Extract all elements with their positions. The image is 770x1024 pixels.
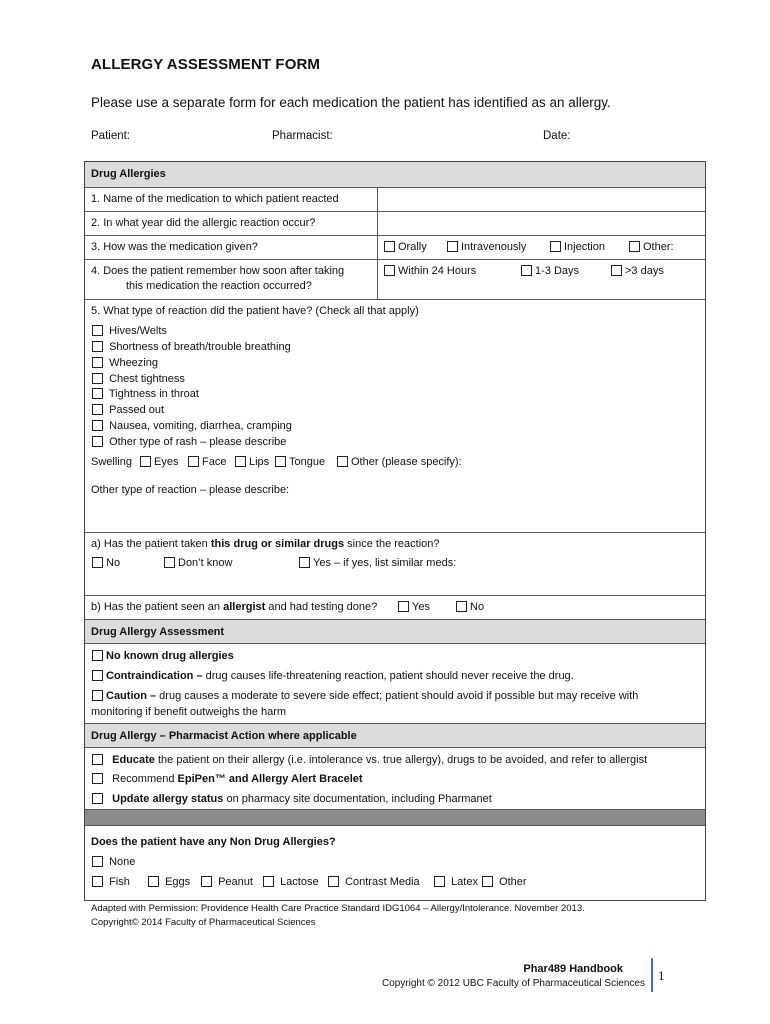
non-drug-row bbox=[85, 825, 705, 900]
checkbox[interactable] bbox=[434, 876, 445, 887]
question-a-row bbox=[85, 532, 705, 595]
section-drug-allergies bbox=[85, 162, 705, 187]
option-lactose[interactable]: Lactose bbox=[263, 876, 319, 888]
checkbox[interactable] bbox=[92, 557, 103, 568]
checkbox[interactable] bbox=[398, 601, 409, 612]
patient-label: Patient: bbox=[91, 130, 130, 142]
action-recommend[interactable]: Recommend EpiPen™ and Allergy Alert Bracelet bbox=[92, 773, 363, 785]
swelling-eyes[interactable]: Eyes bbox=[140, 456, 178, 468]
reaction-nausea[interactable]: Nausea, vomiting, diarrhea, cramping bbox=[92, 420, 292, 432]
checkbox[interactable] bbox=[456, 601, 467, 612]
footer-copyright: Copyright© 2014 Faculty of Pharmaceutical Sciences bbox=[91, 917, 316, 928]
checkbox[interactable] bbox=[92, 754, 103, 765]
reaction-shortness-of-breath[interactable]: Shortness of breath/trouble breathing bbox=[92, 341, 291, 353]
option-no[interactable]: No bbox=[92, 557, 120, 569]
option-over-3-days[interactable]: >3 days bbox=[611, 265, 664, 277]
checkbox[interactable] bbox=[164, 557, 175, 568]
option-eggs[interactable]: Eggs bbox=[148, 876, 190, 888]
option-allergist-no[interactable]: No bbox=[456, 601, 484, 613]
swelling-other[interactable]: Other (please specify): bbox=[337, 456, 462, 468]
handbook-title: Phar489 Handbook bbox=[523, 963, 623, 975]
option-intravenously[interactable]: Intravenously bbox=[447, 241, 526, 253]
option-other[interactable]: Other bbox=[482, 876, 527, 888]
option-dont-know[interactable]: Don’t know bbox=[164, 557, 232, 569]
checkbox[interactable] bbox=[384, 241, 395, 252]
option-other[interactable]: Other: bbox=[629, 241, 674, 253]
checkbox[interactable] bbox=[384, 265, 395, 276]
section-assessment bbox=[85, 619, 705, 643]
checkbox[interactable] bbox=[92, 793, 103, 804]
pharmacist-label: Pharmacist: bbox=[272, 130, 333, 142]
question-3-row bbox=[85, 235, 705, 259]
checkbox[interactable] bbox=[629, 241, 640, 252]
option-latex[interactable]: Latex bbox=[434, 876, 478, 888]
caution-continued: monitoring if benefit outweighs the harm bbox=[91, 706, 287, 718]
question-4-row bbox=[85, 259, 705, 299]
checkbox[interactable] bbox=[447, 241, 458, 252]
checkbox[interactable] bbox=[263, 876, 274, 887]
checkbox[interactable] bbox=[235, 456, 246, 467]
checkbox[interactable] bbox=[275, 456, 286, 467]
other-reaction-label: Other type of reaction – please describe: bbox=[91, 484, 290, 496]
checkbox[interactable] bbox=[611, 265, 622, 276]
option-injection[interactable]: Injection bbox=[550, 241, 605, 253]
option-contrast-media[interactable]: Contrast Media bbox=[328, 876, 420, 888]
option-fish[interactable]: Fish bbox=[92, 876, 130, 888]
checkbox[interactable] bbox=[92, 404, 103, 415]
reaction-throat-tightness[interactable]: Tightness in throat bbox=[92, 388, 199, 400]
checkbox[interactable] bbox=[188, 456, 199, 467]
checkbox[interactable] bbox=[92, 388, 103, 399]
swelling-tongue[interactable]: Tongue bbox=[275, 456, 325, 468]
swelling-lips[interactable]: Lips bbox=[235, 456, 269, 468]
checkbox[interactable] bbox=[140, 456, 151, 467]
no-known-allergies[interactable]: No known drug allergies bbox=[92, 650, 234, 662]
question-2: 2. In what year did the allergic reaction occur? bbox=[91, 217, 316, 229]
option-none[interactable]: None bbox=[92, 856, 135, 868]
checkbox[interactable] bbox=[92, 341, 103, 352]
checkbox[interactable] bbox=[92, 690, 103, 701]
page-number-bar bbox=[651, 958, 653, 992]
assessment-row bbox=[85, 643, 705, 723]
allergy-form bbox=[84, 161, 706, 901]
checkbox[interactable] bbox=[337, 456, 348, 467]
question-b-row bbox=[85, 595, 705, 619]
date-label: Date: bbox=[543, 130, 571, 142]
checkbox[interactable] bbox=[299, 557, 310, 568]
question-4-line-2: this medication the reaction occurred? bbox=[126, 280, 312, 292]
reaction-other-rash[interactable]: Other type of rash – please describe bbox=[92, 436, 286, 448]
action-update[interactable]: Update allergy status on pharmacy site documentation, including Pharmanet bbox=[92, 793, 492, 805]
checkbox[interactable] bbox=[92, 650, 103, 661]
checkbox[interactable] bbox=[328, 876, 339, 887]
checkbox[interactable] bbox=[201, 876, 212, 887]
swelling-face[interactable]: Face bbox=[188, 456, 226, 468]
option-yes-similar-meds[interactable]: Yes – if yes, list similar meds: bbox=[299, 557, 456, 569]
footer-adapted: Adapted with Permission: Providence Health Care Practice Standard IDG1064 – Allergy/Intolerance. November 2013. bbox=[91, 903, 585, 914]
action-educate[interactable]: Educate the patient on their allergy (i.e. intolerance vs. true allergy), drugs to be avoided, and refer to allergist bbox=[92, 754, 647, 766]
reaction-chest-tightness[interactable]: Chest tightness bbox=[92, 373, 185, 385]
reaction-passed-out[interactable]: Passed out bbox=[92, 404, 164, 416]
option-peanut[interactable]: Peanut bbox=[201, 876, 253, 888]
checkbox[interactable] bbox=[92, 856, 103, 867]
checkbox[interactable] bbox=[92, 373, 103, 384]
contraindication[interactable]: Contraindication – drug causes life-threatening reaction, patient should never receive the drug. bbox=[92, 670, 574, 682]
page-subtitle: Please use a separate form for each medication the patient has identified as an allergy. bbox=[91, 95, 611, 110]
checkbox[interactable] bbox=[92, 773, 103, 784]
section-divider bbox=[85, 809, 705, 825]
question-4-line-1: 4. Does the patient remember how soon after taking bbox=[91, 265, 345, 277]
option-1-3-days[interactable]: 1-3 Days bbox=[521, 265, 579, 277]
checkbox[interactable] bbox=[92, 325, 103, 336]
question-1: 1. Name of the medication to which patient reacted bbox=[91, 193, 339, 205]
checkbox[interactable] bbox=[550, 241, 561, 252]
checkbox[interactable] bbox=[92, 420, 103, 431]
option-orally[interactable]: Orally bbox=[384, 241, 427, 253]
option-within-24-hours[interactable]: Within 24 Hours bbox=[384, 265, 476, 277]
section-heading: Drug Allergies bbox=[91, 168, 166, 180]
checkbox[interactable] bbox=[92, 436, 103, 447]
checkbox[interactable] bbox=[521, 265, 532, 276]
question-2-row bbox=[85, 211, 705, 235]
checkbox[interactable] bbox=[92, 876, 103, 887]
checkbox[interactable] bbox=[482, 876, 493, 887]
reaction-hives[interactable]: Hives/Welts bbox=[92, 325, 167, 337]
page-number: 1 bbox=[658, 968, 665, 983]
action-row bbox=[85, 747, 705, 809]
caution[interactable]: Caution – drug causes a moderate to severe side effect; patient should avoid if possible but may receive with bbox=[92, 690, 638, 702]
reaction-wheezing[interactable]: Wheezing bbox=[92, 357, 158, 369]
checkbox[interactable] bbox=[148, 876, 159, 887]
question-5-row bbox=[85, 299, 705, 532]
option-allergist-yes[interactable]: Yes bbox=[398, 601, 430, 613]
checkbox[interactable] bbox=[92, 357, 103, 368]
checkbox[interactable] bbox=[92, 670, 103, 681]
section-pharmacist-action bbox=[85, 723, 705, 747]
question-a: a) Has the patient taken this drug or similar drugs since the reaction? bbox=[91, 538, 440, 550]
handbook-copyright: Copyright © 2012 UBC Faculty of Pharmaceutical Sciences bbox=[381, 978, 645, 989]
section-heading: Drug Allergy – Pharmacist Action where applicable bbox=[91, 730, 357, 742]
section-heading: Drug Allergy Assessment bbox=[91, 626, 225, 638]
swelling-label: Swelling bbox=[91, 456, 132, 468]
question-1-row bbox=[85, 187, 705, 211]
question-5: 5. What type of reaction did the patient have? (Check all that apply) bbox=[91, 305, 419, 317]
page-title: ALLERGY ASSESSMENT FORM bbox=[91, 56, 320, 73]
question-3: 3. How was the medication given? bbox=[91, 241, 258, 253]
non-drug-question: Does the patient have any Non Drug Allergies? bbox=[91, 836, 336, 848]
question-b: b) Has the patient seen an allergist and had testing done? bbox=[91, 601, 378, 613]
